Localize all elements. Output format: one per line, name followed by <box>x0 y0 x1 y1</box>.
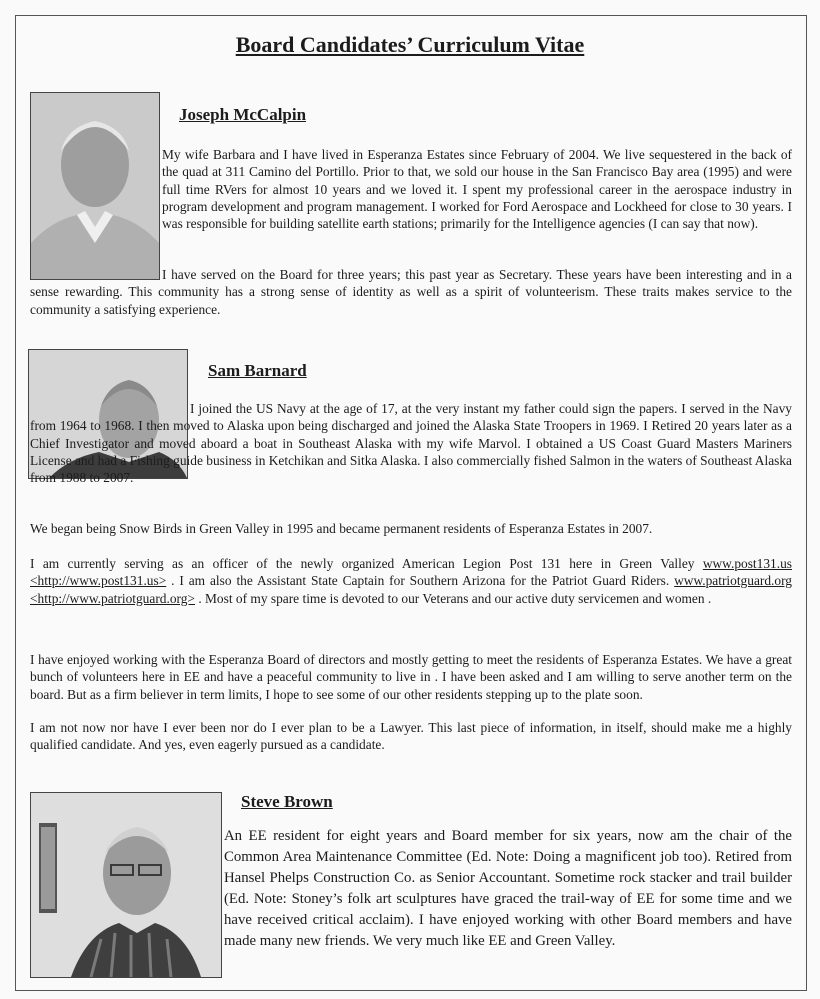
post131-url-link[interactable]: <http://www.post131.us> <box>30 573 167 589</box>
page-title: Board Candidates’ Curriculum Vitae <box>235 32 585 57</box>
candidate-bio-joseph-service: I have served on the Board for three years; this past year as Secretary. These years have been interesting and in a sense rewarding. This community has a strong sense of identity as well as a spirit of volunteerism. These traits makes service to the community a satisfying experience. <box>30 267 792 317</box>
candidate-bio-joseph: My wife Barbara and I have lived in Esperanza Estates since February of 2004. We live sequestered in the back of the quad at 311 Camino del Portillo. Prior to that, we sold our house in the San Francisco Bay area (1995) and were full time RVers for almost 10 years and we loved it. I spent my professional career in the aerospace industry in program development and program management. I worked for Ford Aerospace and Lockheed for close to 30 years. I was responsible for building satellite earth stations; primarily for the Intelligence agencies (I can say that now). <box>162 147 792 232</box>
portrait-steve-brown <box>30 792 222 978</box>
portrait-joseph-mccalpin <box>30 92 160 280</box>
patriotguard-link[interactable]: www.patriotguard.org <box>674 573 792 589</box>
candidate-bio-sam-legion <box>30 555 792 607</box>
legion-text-1: I am currently serving as an officer of the newly organized American Legion Post 131 here in Green Valley <box>30 556 703 571</box>
portrait-icon <box>31 793 221 977</box>
candidate-name-steve: Steve Brown <box>241 792 333 811</box>
legion-text-2: . I am also the Assistant State Captain for Southern Arizona for the Patriot Guard Riders. <box>166 573 675 589</box>
candidate-bio-steve: An EE resident for eight years and Board member for six years, now am the chair of the Common Area Maintenance Committee (Ed. Note: Doing a magnificent job too). Retired from Hansel Phelps Construction Co. as Senior Accountant. Sometime rock stacker and trail builder (Ed. Note: Stoney’s folk art sculptures have graced the trail-way of EE for some time and we have received critical acclaim). I have enjoyed working with other Board members and have made many new friends. We very much like EE and Green Valley. <box>224 828 792 949</box>
candidate-bio-sam-board: I have enjoyed working with the Esperanza Board of directors and mostly getting to meet the residents of Esperanza Estates. We have a great bunch of volunteers here in EE and have a peaceful community to live in . I have been asked and I am willing to serve another term on the board. But as a firm believer in term limits, I hope to see some of our other residents stepping up to the plate soon. <box>30 652 792 702</box>
portrait-icon <box>31 93 159 279</box>
patriotguard-url-link[interactable]: <http://www.patriotguard.org> <box>30 590 195 606</box>
candidate-bio-sam-snowbirds: We began being Snow Birds in Green Valley in 1995 and became permanent residents of Esperanza Estates in 2007. <box>30 521 653 536</box>
candidate-name-sam: Sam Barnard <box>208 361 307 380</box>
candidate-bio-sam: I joined the US Navy at the age of 17, at the very instant my father could sign the papers. I served in the Navy from 1964 to 1968. I then moved to Alaska upon being discharged and joined the Alaska State Troopers in 1969. I Retired 20 years later as a Chief Investigator and moved aboard a boat in Southeast Alaska with my wife Marvol. I obtained a US Coast Guard Masters Mariners License and had a Fishing guide business in Ketchikan and Sitka Alaska. I also commercially fished Salmon in the waters of Southeast Alaska from 1988 to 2007. <box>30 401 792 486</box>
legion-text-3: . Most of my spare time is devoted to our Veterans and our active duty servicemen and women . <box>194 590 712 606</box>
candidate-bio-sam-lawyer: I am not now nor have I ever been nor do I ever plan to be a Lawyer. This last piece of information, in itself, should make me a highly qualified candidate. And yes, even eagerly pursued as a candidate. <box>30 720 792 753</box>
candidate-name-joseph: Joseph McCalpin <box>179 105 307 124</box>
post131-link[interactable]: www.post131.us <box>702 556 792 571</box>
